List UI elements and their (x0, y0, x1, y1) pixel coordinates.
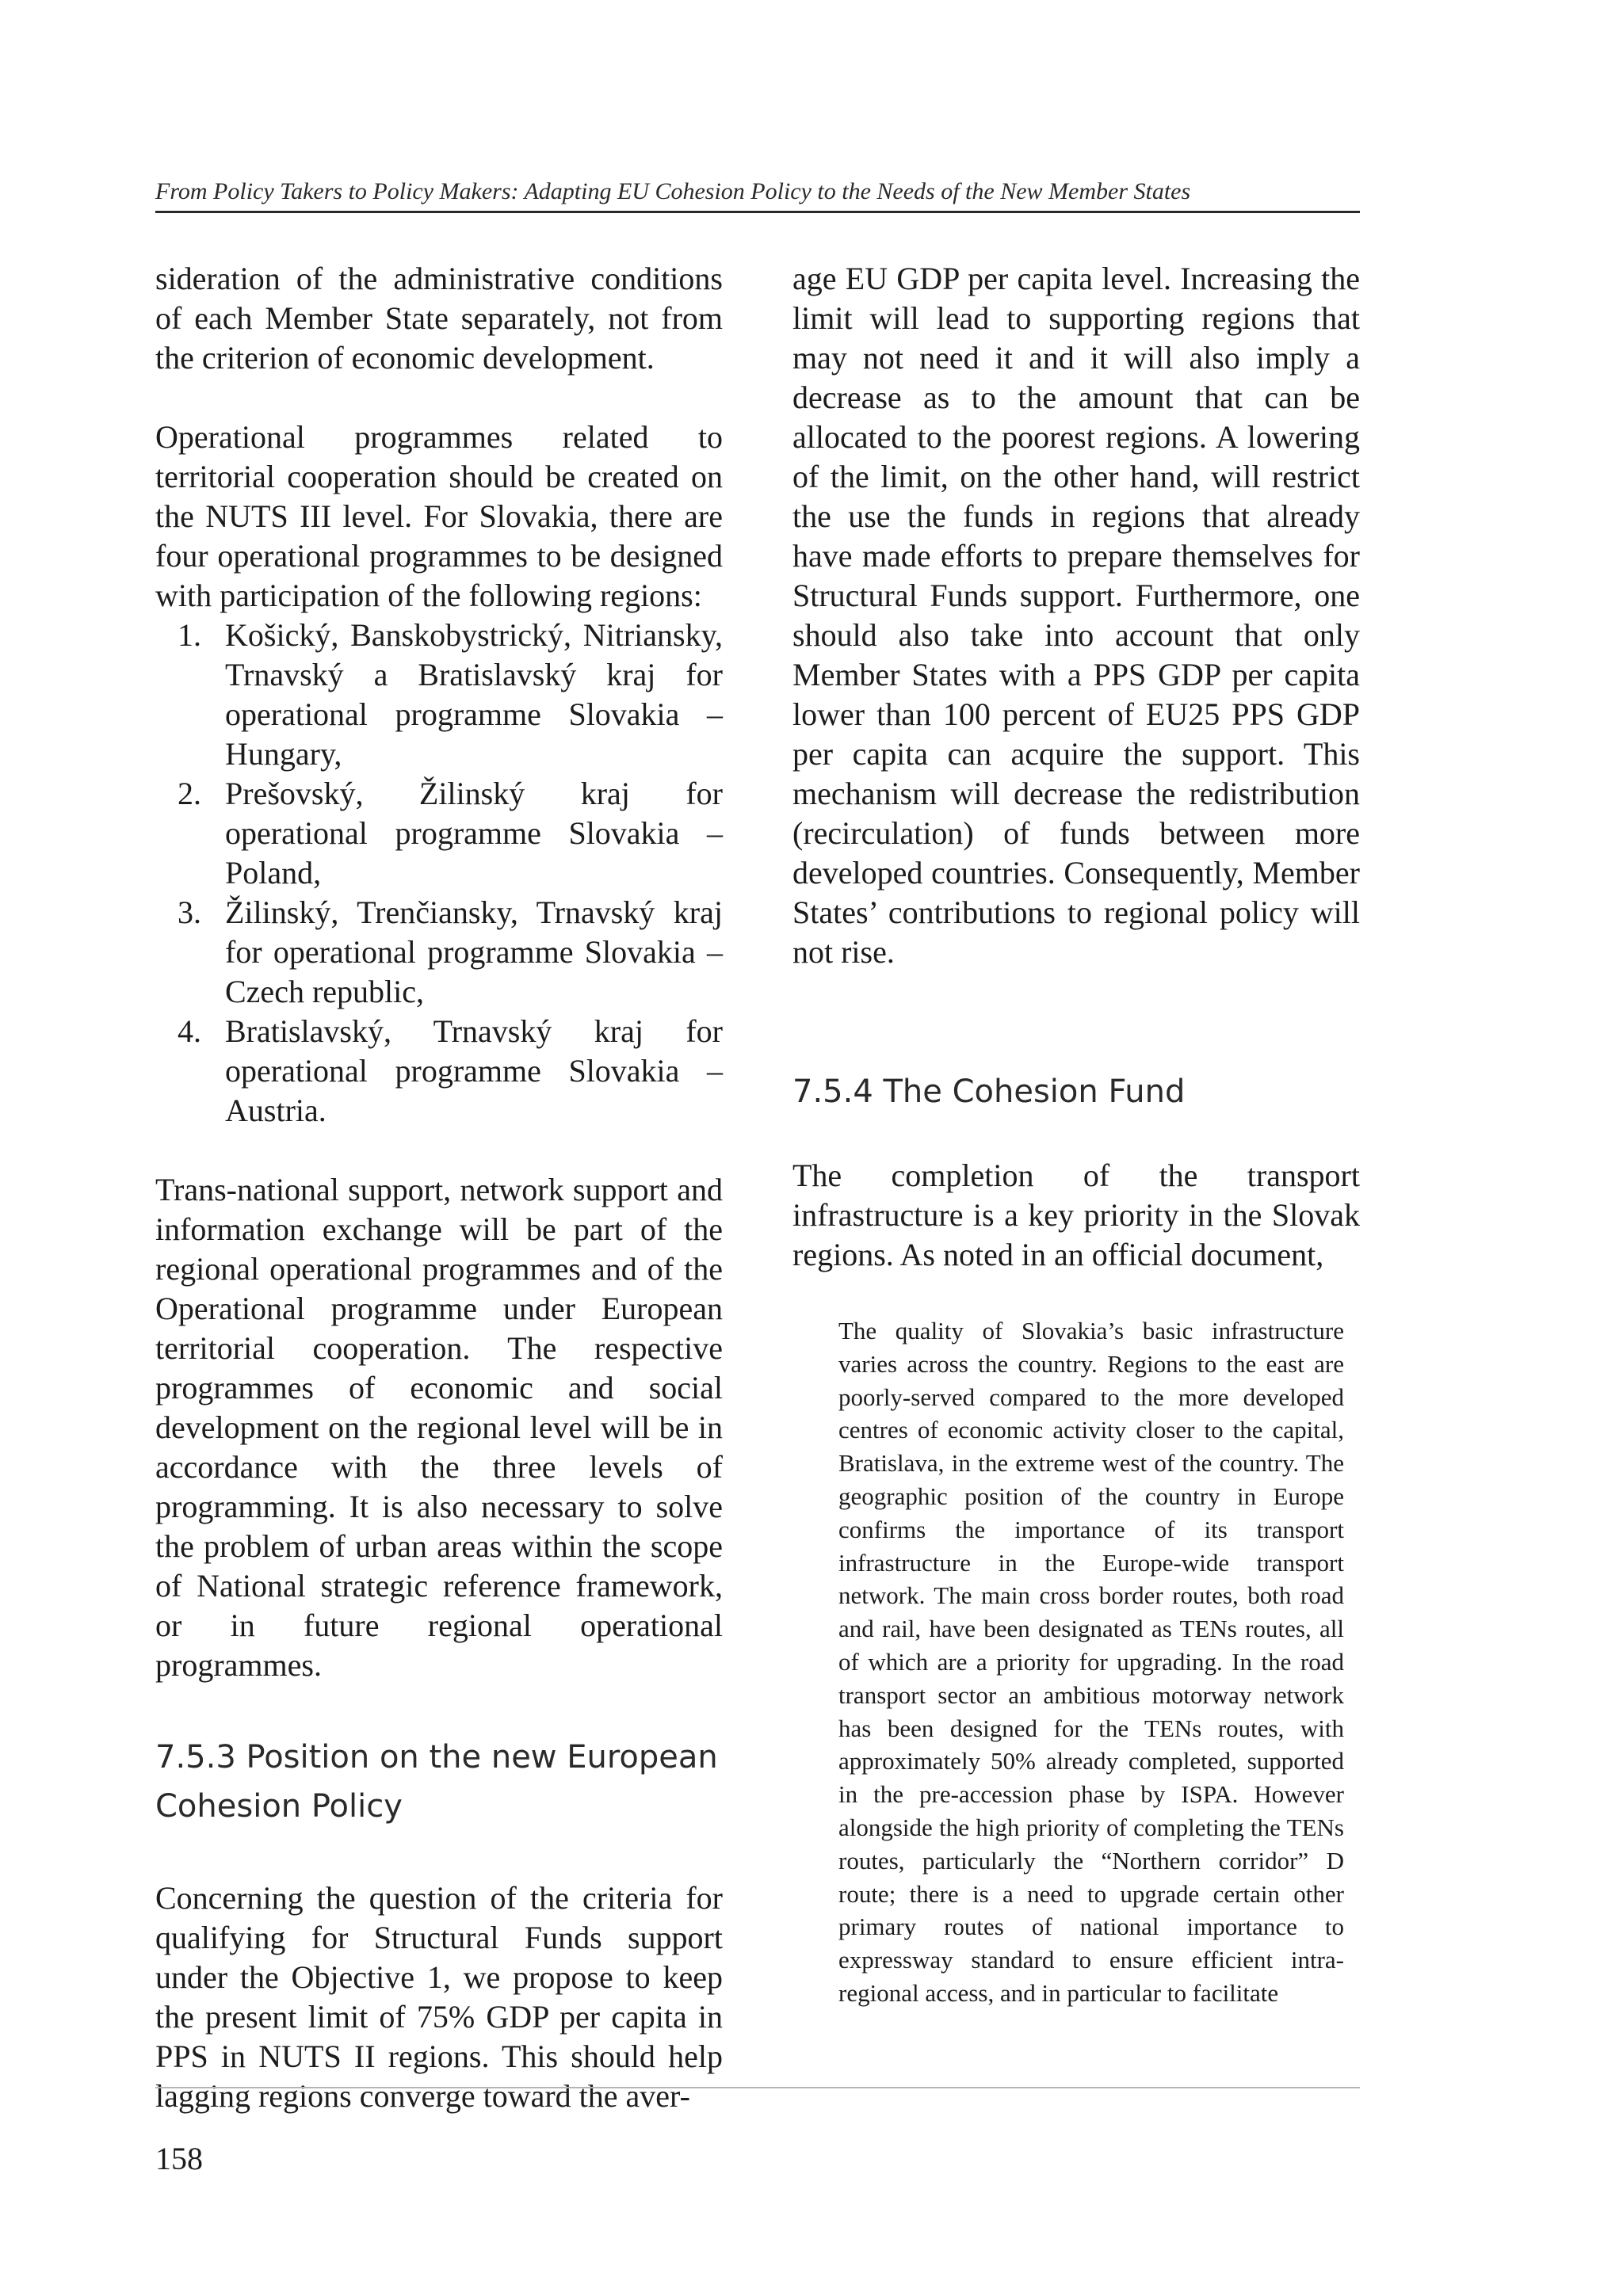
list-item-number: 1. (178, 617, 201, 653)
footer-rule (155, 2087, 1360, 2088)
list-item-number: 4. (178, 1013, 201, 1049)
running-header: From Policy Takers to Policy Makers: Adapting EU Cohesion Policy to the Needs of the New Member States (155, 178, 1191, 204)
left-paragraph-2: Operational programmes related to territorial cooperation should be created on the NUTS III level. For Slovakia, there are four operational programmes to be designed with participation of the following regions: (155, 419, 723, 613)
left-column (155, 259, 723, 2116)
list-item (155, 1012, 723, 1131)
block-quote: The quality of Slovakia’s basic infrastructure varies across the country. Regions to the east are poorly-served compared to the more developed centres of economic activity closer to the capital, Bratislava, in the extreme west of the country. The geographic position of the country in Europe confirms the importance of its transport infrastructure in the Europe-wide transport network. The main cross border routes, both road and rail, have been designated as TENs routes, all of which are a priority for upgrading. In the road transport sector an ambitious motorway network has been designed for the TENs routes, with approximately 50% already completed, supported in the pre-accession phase by ISPA. However alongside the high priority of completing the TENs routes, particularly the “Northern corridor” D route; there is a need to upgrade certain other primary routes of national importance to expressway standard to ensure efficient intra-regional access, and in particular to facilitate (838, 1317, 1344, 2007)
region-list (155, 616, 723, 1131)
left-paragraph-1: sideration of the administrative conditions of each Member State separately, not from the criterion of economic development. (155, 261, 723, 376)
list-item-text: Bratislavský, Trnavský kraj for operational programme Slovakia – Austria. (225, 1013, 723, 1128)
right-paragraph-2: The completion of the transport infrastructure is a key priority in the Slovak regions. As noted in an official document, (792, 1158, 1360, 1272)
list-item-text: Košický, Banskobystrický, Nitriansky, Trnavský a Bratislavský kraj for operational programme Slovakia – Hungary, (225, 617, 723, 772)
list-item-text: Žilinský, Trenčiansky, Trnavský kraj for operational programme Slovakia – Czech republic, (225, 894, 723, 1009)
right-column (792, 259, 1360, 2010)
left-paragraph-3: Trans-national support, network support and information exchange will be part of the regional operational programmes and of the Operational programme under European territorial cooperation. The respective programmes of economic and social development on the regional level will be in accordance with the three levels of programming. It is also necessary to solve the problem of urban areas within the scope of National strategic reference framework, or in future regional operational programmes. (155, 1172, 723, 1683)
list-item (155, 893, 723, 1012)
section-heading-7-5-4: 7.5.4 The Cohesion Fund (792, 1074, 1186, 1110)
list-item (155, 774, 723, 893)
section-heading-7-5-3: 7.5.3 Position on the new European Cohesion Policy (155, 1739, 718, 1825)
right-paragraph-1: age EU GDP per capita level. Increasing the limit will lead to supporting regions that may not need it and it will also imply a decrease as to the amount that can be allocated to the poorest regions. A lowering of the limit, on the other hand, will restrict the use the funds in regions that already have made efforts to prepare themselves for Structural Funds support. Furthermore, one should also take into account that only Member States with a PPS GDP per capita lower than 100 percent of EU25 PPS GDP per capita can acquire the support. This mechanism will decrease the redistribution (recirculation) of funds between more developed countries. Consequently, Member States’ contributions to regional policy will not rise. (792, 261, 1360, 970)
list-item-number: 2. (178, 776, 201, 811)
list-item-number: 3. (178, 894, 201, 930)
left-paragraph-4: Concerning the question of the criteria for qualifying for Structural Funds support under the Objective 1, we propose to keep the present limit of 75% GDP per capita in PPS in NUTS II regions. This should help lagging regions converge toward the aver- (155, 1880, 723, 2114)
list-item-text: Prešovský, Žilinský kraj for operational programme Slovakia – Poland, (225, 776, 723, 891)
page-number: 158 (155, 2141, 203, 2176)
header-rule (155, 211, 1360, 213)
list-item (155, 616, 723, 774)
